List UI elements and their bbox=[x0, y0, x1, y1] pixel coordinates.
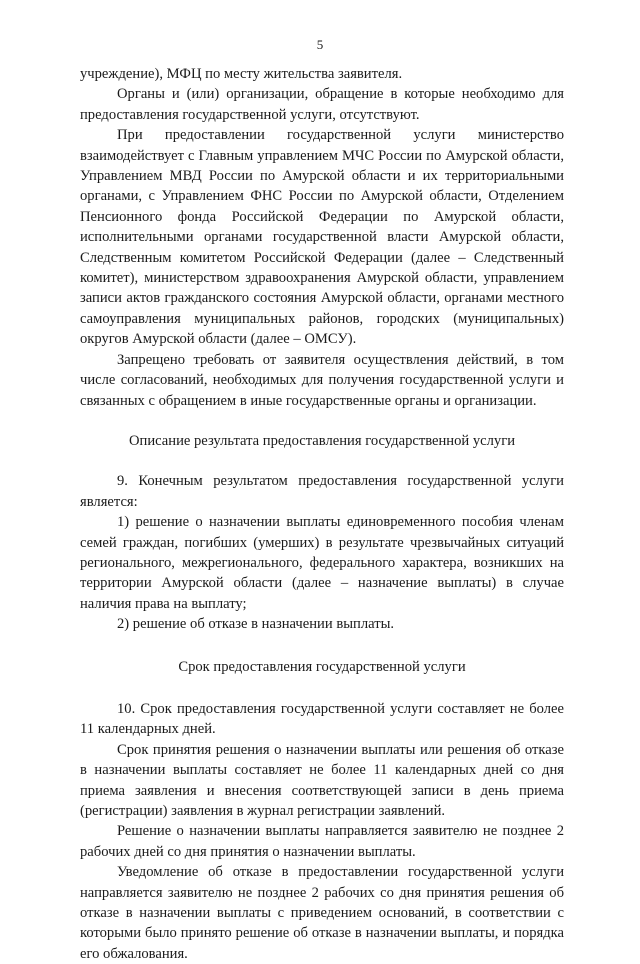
paragraph-prohibition: Запрещено требовать от заявителя осуществления действий, в том числе согласований, необходимых для получения государственной услуги и связанных с обращением в иные государственные органы и организации. bbox=[80, 351, 564, 409]
paragraph-organizations: Органы и (или) организации, обращение в которые необходимо для предоставления государственной услуги, отсутствуют. bbox=[80, 86, 564, 123]
paragraph-decision-sending: Решение о назначении выплаты направляется заявителю не позднее 2 рабочих дней со дня принятия о назначении выплаты. bbox=[80, 823, 564, 860]
paragraph-item-10: 10. Срок предоставления государственной услуги составляет не более 11 календарных дней. bbox=[80, 700, 564, 738]
document-body bbox=[80, 64, 564, 964]
section-heading-term: Срок предоставления государственной услуги bbox=[178, 658, 466, 675]
section-heading-result: Описание результата предоставления государственной услуги bbox=[128, 432, 516, 449]
paragraph-refusal-notice: Уведомление об отказе в предоставлении государственной услуги направляется заявителю не позднее 2 рабочих со дня принятия решения об отказе в назначении выплаты с приведением оснований, в соответствии с которыми было принято решение об отказе в назначении выплаты, и порядка его обжалования. bbox=[80, 864, 564, 962]
paragraph-continuation: учреждение), МФЦ по месту жительства заявителя. bbox=[80, 66, 403, 82]
paragraph-item-9: 9. Конечным результатом предоставления государственной услуги является: bbox=[80, 473, 564, 510]
paragraph-interaction: При предоставлении государственной услуги министерство взаимодействует с Главным управлением МЧС России по Амурской области, Управлением МВД России по Амурской области и их территориальными органами, с Управлением ФНС России по Амурской области, Отделением Пенсионного фонда Российской Федерации по Амурской области, исполнительными органами государственной власти Амурской области, Следственным комитетом Российской Федерации (далее – Следственный комитет), министерством здравоохранения Амурской области, управлением записи актов гражданского состояния Амурской области, органами местного самоуправления муниципальных районов, городских (муниципальных) округов Амурской области (далее – ОМСУ). bbox=[80, 127, 564, 348]
paragraph-result-1: 1) решение о назначении выплаты единовременного пособия членам семей граждан, погибших (умерших) в результате чрезвычайных ситуаций регионального, межрегионального, федерального характера, возникших на территории Амурской области (далее – назначение выплаты) в случае наличия права на выплату; bbox=[80, 514, 564, 612]
page-number: 5 bbox=[316, 37, 324, 52]
paragraph-result-2: 2) решение об отказе в назначении выплаты. bbox=[117, 616, 395, 633]
paragraph-decision-term: Срок принятия решения о назначении выплаты или решения об отказе в назначении выплаты составляет не более 11 календарных дней со дня приема заявления и внесения соответствующей записи в день приема (регистрации) заявления в журнал регистрации заявлений. bbox=[80, 741, 564, 819]
